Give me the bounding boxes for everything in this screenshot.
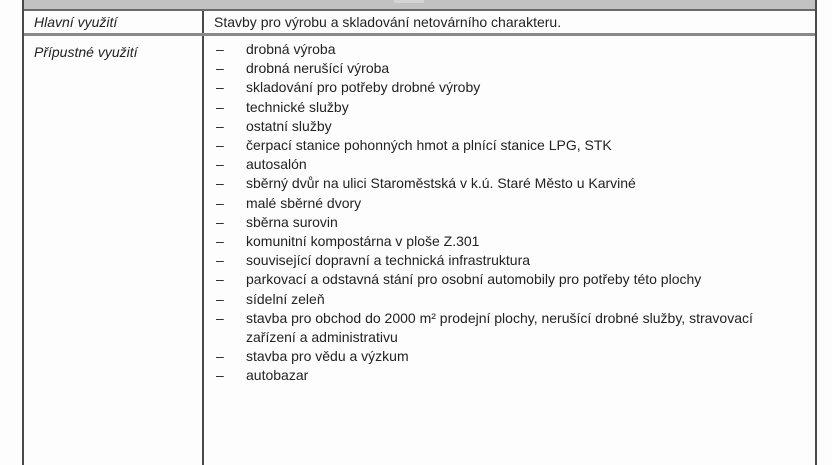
list-item-text: skladování pro potřeby drobné výroby — [246, 79, 481, 96]
list-item-text: stavba pro obchod do 2000 m² prodejní plochy, nerušící drobné služby, stravovací zařízení a administrativu — [246, 309, 753, 346]
header-stub — [394, 0, 424, 3]
table-header-band — [24, 0, 815, 11]
list-item-text: drobná výroba — [246, 41, 336, 57]
list-item-text: autobazar — [246, 367, 309, 384]
allowed-use-value — [204, 36, 815, 465]
main-use-value: Stavby pro výrobu a skladování netovárního charakteru. — [214, 14, 562, 30]
list-item — [214, 347, 815, 366]
dash-bullet: – — [216, 290, 224, 307]
dash-bullet: – — [216, 175, 224, 192]
list-item — [214, 136, 815, 155]
dash-bullet: – — [216, 79, 224, 96]
dash-bullet: – — [216, 348, 224, 365]
list-item-text: čerpací stanice pohonných hmot a plnící stanice LPG, STK — [246, 137, 612, 154]
dash-bullet: – — [216, 271, 224, 288]
dash-bullet: – — [216, 98, 224, 115]
list-item — [214, 174, 815, 193]
list-item-text: technické služby — [246, 98, 349, 115]
dash-bullet: – — [216, 41, 224, 57]
list-item-text: drobná nerušící výroba — [246, 60, 390, 77]
list-item-text: ostatní služby — [246, 117, 332, 134]
dash-bullet: – — [216, 309, 224, 326]
dash-bullet: – — [216, 117, 224, 134]
dash-bullet: – — [216, 60, 224, 77]
dash-bullet: – — [216, 137, 224, 154]
list-item-text: autosalón — [246, 156, 307, 173]
table-row-main-use — [24, 11, 815, 36]
list-item — [214, 309, 815, 347]
list-item — [214, 78, 815, 97]
list-item — [214, 40, 815, 59]
list-item-text: malé sběrné dvory — [246, 194, 362, 211]
list-item — [214, 59, 815, 78]
list-item-text: související dopravní a technická infrastruktura — [246, 252, 531, 269]
list-item — [214, 290, 815, 309]
list-item-text: sběrna surovin — [246, 213, 338, 230]
list-item — [214, 117, 815, 136]
list-item-text: stavba pro vědu a výzkum — [246, 348, 409, 365]
allowed-use-label: Přípustné využití — [24, 36, 204, 465]
list-item — [214, 98, 815, 117]
list-item — [214, 194, 815, 213]
list-item — [214, 155, 815, 174]
list-item-text: parkovací a odstavná stání pro osobní automobily pro potřeby této plochy — [246, 271, 702, 288]
list-item — [214, 366, 815, 385]
list-item — [214, 213, 815, 232]
dash-bullet: – — [216, 194, 224, 211]
table-row-allowed-use — [24, 36, 815, 465]
list-item-text: sídelní zeleň — [246, 290, 325, 307]
main-use-label: Hlavní využití — [24, 11, 204, 33]
list-item-text: sběrný dvůr na ulici Staroměstská v k.ú. Staré Město u Karviné — [246, 175, 636, 192]
dash-bullet: – — [216, 156, 224, 173]
allowed-use-list — [214, 36, 815, 386]
list-item — [214, 251, 815, 270]
land-use-regulation-table — [22, 0, 817, 465]
dash-bullet: – — [216, 233, 224, 250]
dash-bullet: – — [216, 367, 224, 384]
list-item — [214, 232, 815, 251]
dash-bullet: – — [216, 213, 224, 230]
dash-bullet: – — [216, 252, 224, 269]
list-item-text: komunitní kompostárna v ploše Z.301 — [246, 233, 480, 250]
list-item — [214, 270, 815, 289]
